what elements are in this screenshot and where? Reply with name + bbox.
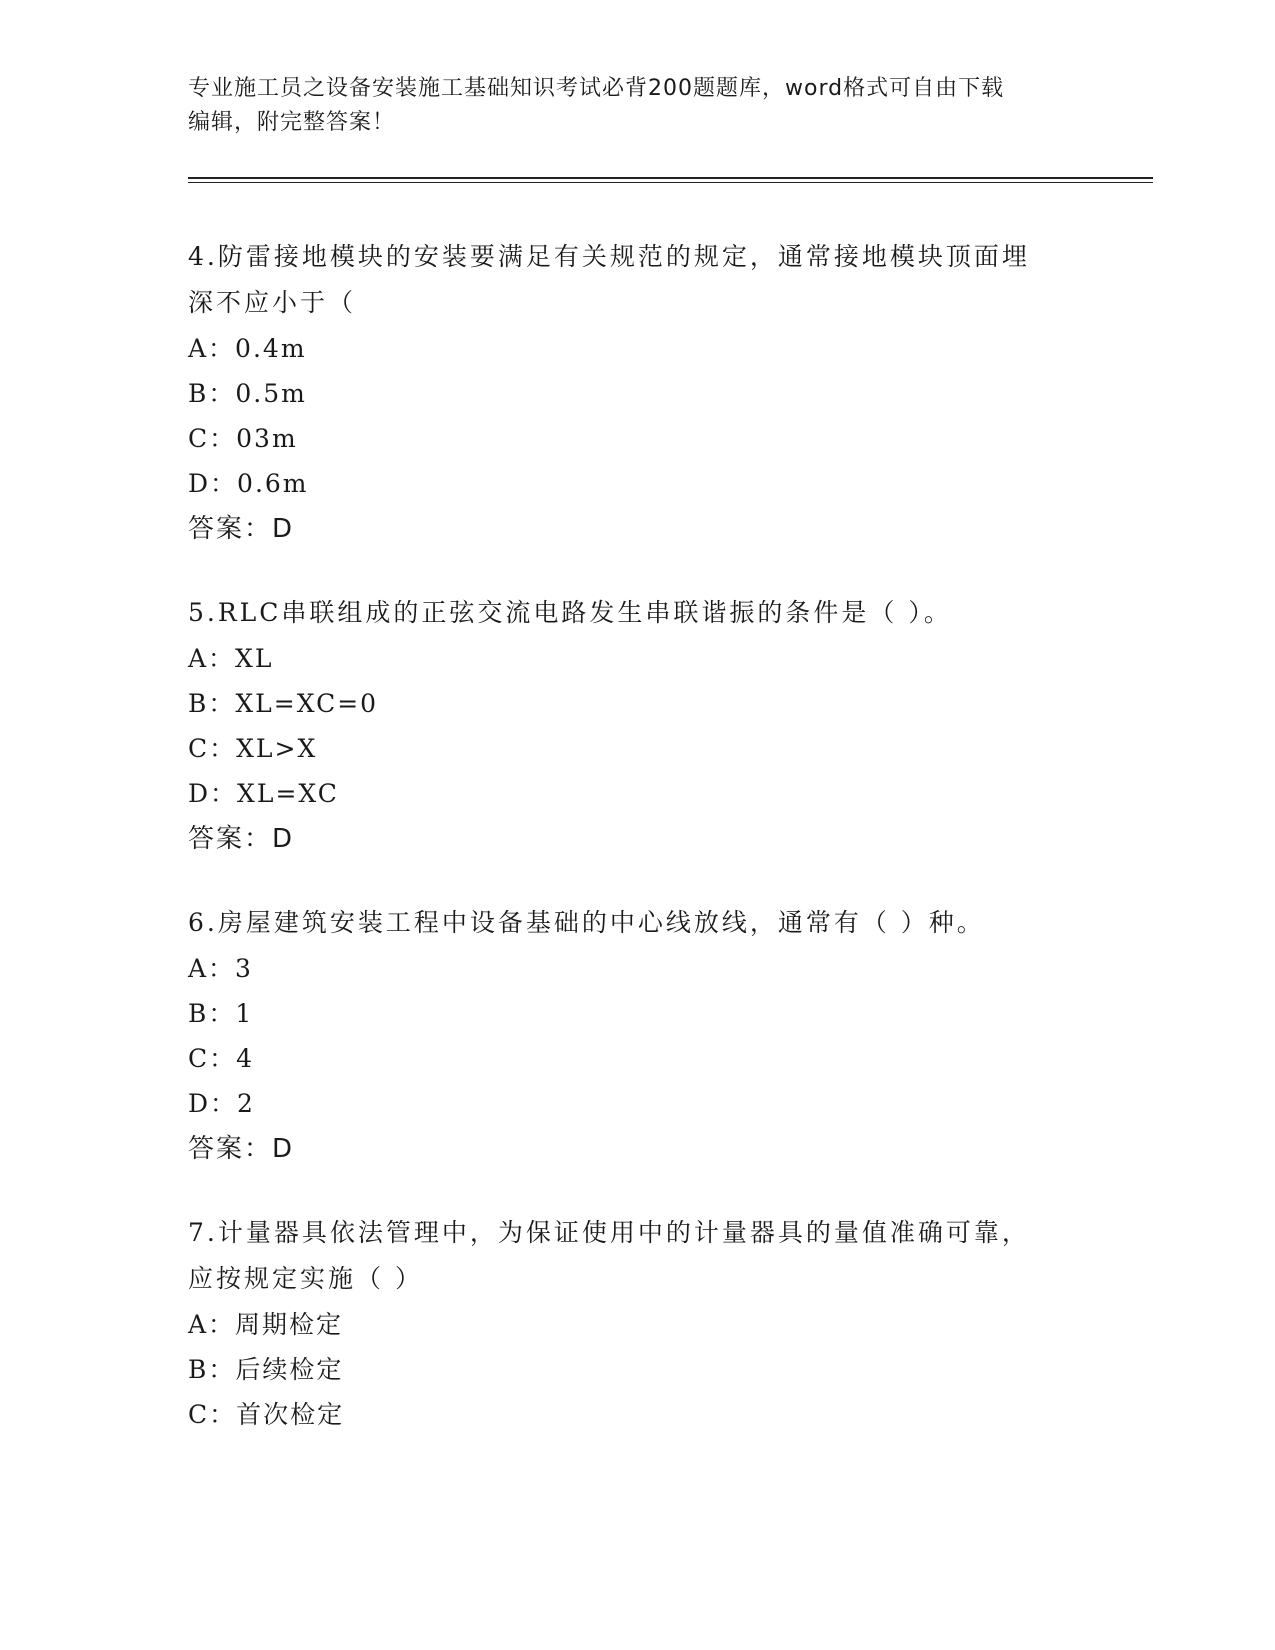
answer: 答案：D [188,514,295,544]
option-c: C：XL>X [188,734,318,763]
question-text [188,1210,1068,1302]
document-header [188,72,1068,140]
question-text [188,590,1068,636]
option-c: C：03m [188,424,298,453]
option-a: A：周期检定 [188,1310,344,1339]
question-text-line-1: 7.计量器具依法管理中，为保证使用中的计量器具的量值准确可靠， [188,1218,1030,1247]
question-5 [188,590,1068,862]
header-rule-thick [188,177,1153,179]
question-text [188,234,1068,326]
option-d: D：XL=XC [188,779,339,808]
question-4 [188,234,1068,552]
answer: 答案：D [188,1134,295,1164]
option-b: B：1 [188,999,254,1028]
question-text-line-1: 5.RLC串联组成的正弦交流电路发生串联谐振的条件是（ ）。 [188,598,952,627]
question-6 [188,900,1068,1172]
option-a: A：0.4m [188,334,307,363]
option-c: C：首次检定 [188,1400,345,1429]
question-text-line-1: 4.防雷接地模块的安装要满足有关规范的规定，通常接地模块顶面埋 [188,242,1030,271]
question-text-line-1: 6.房屋建筑安装工程中设备基础的中心线放线，通常有（ ）种。 [188,908,985,937]
question-7 [188,1210,1068,1437]
option-a: A：3 [188,954,253,983]
option-b: B：0.5m [188,379,307,408]
option-b: B：XL=XC=0 [188,689,379,718]
option-d: D：2 [188,1089,255,1118]
option-b: B：后续检定 [188,1355,344,1384]
question-text-line-2: 深不应小于（ [188,288,357,317]
header-rule-thin [188,182,1153,183]
answer: 答案：D [188,824,295,854]
option-a: A：XL [188,644,274,673]
option-c: C：4 [188,1044,255,1073]
question-list [188,234,1068,1475]
question-text-line-2: 应按规定实施（ ） [188,1264,423,1293]
header-line-1: 专业施工员之设备安装施工基础知识考试必背200题题库，word格式可自由下载 [188,76,1005,101]
question-text [188,900,1068,946]
header-line-2: 编辑，附完整答案！ [188,110,396,135]
option-d: D：0.6m [188,469,309,498]
